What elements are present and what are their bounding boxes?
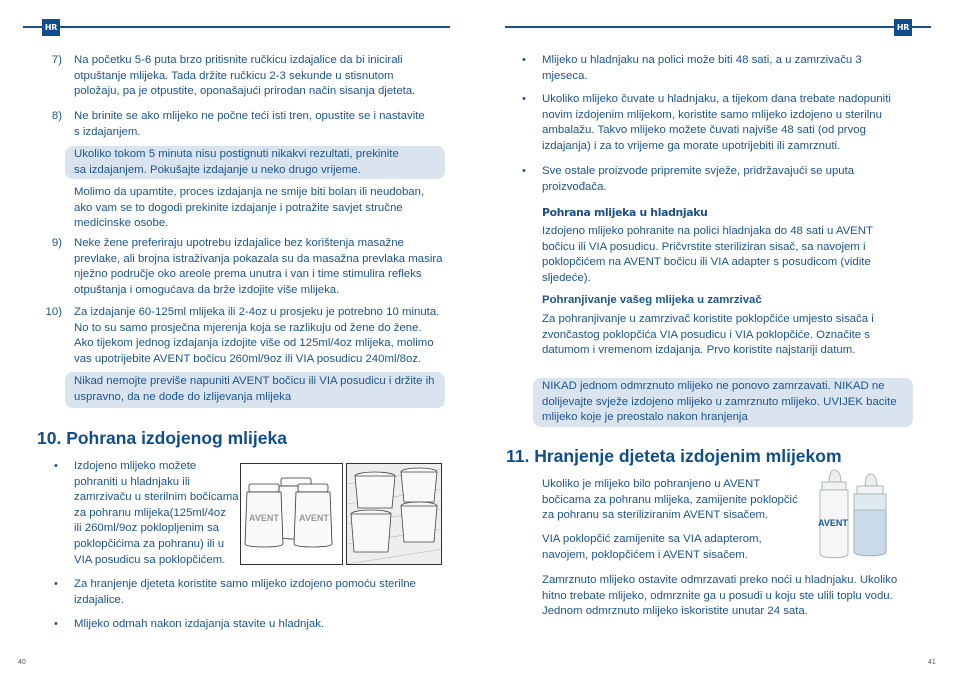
step-text: Na početku 5-6 puta brzo pritisnite ručkicu izdajalice da bi inicirali otpuštanje mlijeka. Tada držite ručkicu 2-3 sekunde u stisnutom položaju, pa je otpustite, oponašajući prirodan način sisanja djeteta. [74, 54, 416, 98]
callout-text: NIKAD jednom odmrznuto mlijeko ne ponovo zamrzavati. NIKAD ne dolijevajte svježe izdojeno mlijeko u zamrznuto mlijeko. UVIJEK bacite mlijeko koje je preostalo nakon hranjenja [542, 380, 897, 424]
bullet-icon: • [54, 578, 58, 590]
note-text: Molimo da upamtite, proces izdajanja ne smije biti bolan ili neudoban, ako vam se to dogodi prekinite izdajanje i potražite savjet stručne medicinske osobe. [74, 186, 425, 230]
bullet-icon: • [54, 618, 58, 630]
page-number: 40 [18, 659, 26, 666]
step-text: Neke žene preferiraju upotrebu izdajalice bez korištenja masažne prevlake, ali brojna istraživanja pokazala su da masažna prevlaka masira nježno područje oko areole prema unutra i van i time stimulira refleks otpuštanja i omogućava da brže izdojite više mlijeka. [74, 237, 443, 296]
paragraph: VIA poklopčić zamijenite sa VIA adapterom, navojem, poklopčićem i AVENT sisačem. [542, 533, 762, 561]
callout-text: Ukoliko tokom 5 minuta nisu postignuti nikakvi rezultati, prekinite sa izdajanjem. Pokušajte izdajanje u neko drugo vrijeme. [74, 148, 399, 176]
subheading: Pohrana mlijeka u hladnjaku [542, 206, 708, 219]
paragraph: Zamrznuto mlijeko ostavite odmrzavati preko noći u hladnjaku. Ukoliko hitno trebate mlijeko, odmrznite ga u posudi u koju ste ulili toplu vodu. Jednom odmrznuto mlijeko iskoristite unutar 24 sata. [542, 574, 898, 618]
bullet-icon: • [522, 54, 526, 66]
bottle-brand-logo: AVENT [249, 513, 279, 523]
svg-text:AVENT: AVENT [299, 513, 329, 523]
page-number: 41 [928, 659, 936, 666]
step-text: Ne brinite se ako mlijeko ne počne teći isti tren, opustite se i nastavite s izdajanjem. [74, 110, 425, 138]
section-heading: 10. Pohrana izdojenog mlijeka [37, 428, 287, 448]
feeding-bottles-image [812, 466, 912, 566]
section-heading: 11. Hranjenje djeteta izdojenim mlijekom [506, 446, 842, 466]
bullet-text: Izdojeno mlijeko možete pohraniti u hladnjaku ili zamrzivaču u sterilnim bočicama za pohranu mlijeka(125ml/4oz ili 260ml/9oz poklopljenim sa poklopčićima za pohranu) ili u VIA posudicu sa poklopčićem. [74, 460, 239, 566]
bullet-text: Za hranjenje djeteta koristite samo mlijeko izdojeno pomoću sterilne izdajalice. [74, 578, 416, 606]
subheading: Pohranjivanje vašeg mlijeka u zamrzivač [542, 294, 762, 306]
bullet-text: Mlijeko u hladnjaku na polici može biti 48 sati, a u zamrzivaču 3 mjeseca. [542, 54, 862, 82]
step-number: 10) [45, 306, 62, 318]
step-text: Za izdajanje 60-125ml mlijeka ili 2-4oz u prosjeku je potrebno 10 minuta. No to su samo prosječna mjerenja koja se razlikuju od žene do žene. Ako tijekom jednog izdajanja izdojite više od 125ml/4oz mlijeka, molimo vas upotrijebite AVENT bočicu 260ml/9oz ili VIA posudicu 240ml/8oz. [74, 306, 440, 365]
paragraph: Ukoliko je mlijeko bilo pohranjeno u AVENT bočicama za pohranu mlijeka, zamijenite poklopčić za pohranu sa steriliziranim AVENT sisačem. [542, 478, 798, 522]
bullet-icon: • [522, 165, 526, 177]
bullet-icon: • [54, 460, 58, 472]
bullet-icon: • [522, 93, 526, 105]
language-badge: HR [42, 19, 60, 36]
callout-text: Nikad nemojte previše napuniti AVENT bočicu ili VIA posudicu i držite ih uspravno, da ne dođe do izlijevanja mlijeka [74, 375, 435, 403]
via-cups-freezer-image [346, 463, 442, 565]
bullet-text: Mlijeko odmah nakon izdajanja stavite u hladnjak. [74, 618, 325, 630]
paragraph: Izdojeno mlijeko pohranite na polici hladnjaka do 48 sati u AVENT bočicu ili VIA posudicu. Pričvrstite steriliziran sisač, sa navojem i poklopčićem na AVENT bočicu ili VIA adapter s posudicom (vidite sljedeće). [542, 225, 873, 284]
header-rule [23, 26, 450, 28]
step-number: 8) [51, 110, 62, 122]
storage-cups-image [240, 463, 343, 565]
bullet-text: Ukoliko mlijeko čuvate u hladnjaku, a tijekom dana trebate nadopuniti novim izdojenim mlijekom, koristite samo mlijeko izdojeno u sterilnu ambalažu. Takvo mlijeko možete čuvati najviše 48 sati (od prvog izdajanja) i za to vrijeme ga morate upotrijebiti ili zamrznuti. [542, 93, 891, 152]
header-rule [505, 26, 931, 28]
step-number: 9) [51, 237, 62, 249]
language-badge: HR [894, 19, 912, 36]
step-number: 7) [51, 54, 62, 66]
bullet-text: Sve ostale proizvode pripremite svježe, pridržavajući se uputa proizvođača. [542, 165, 855, 193]
bottle-brand-logo: AVENT [818, 518, 848, 528]
paragraph: Za pohranjivanje u zamrzivač koristite poklopčiće umjesto sisača i zvončastog poklopčića VIA posudicu i VIA poklopčiće. Označite s datumom i vremenom izdajanja. Prvo koristite najstariji datum. [542, 313, 874, 357]
